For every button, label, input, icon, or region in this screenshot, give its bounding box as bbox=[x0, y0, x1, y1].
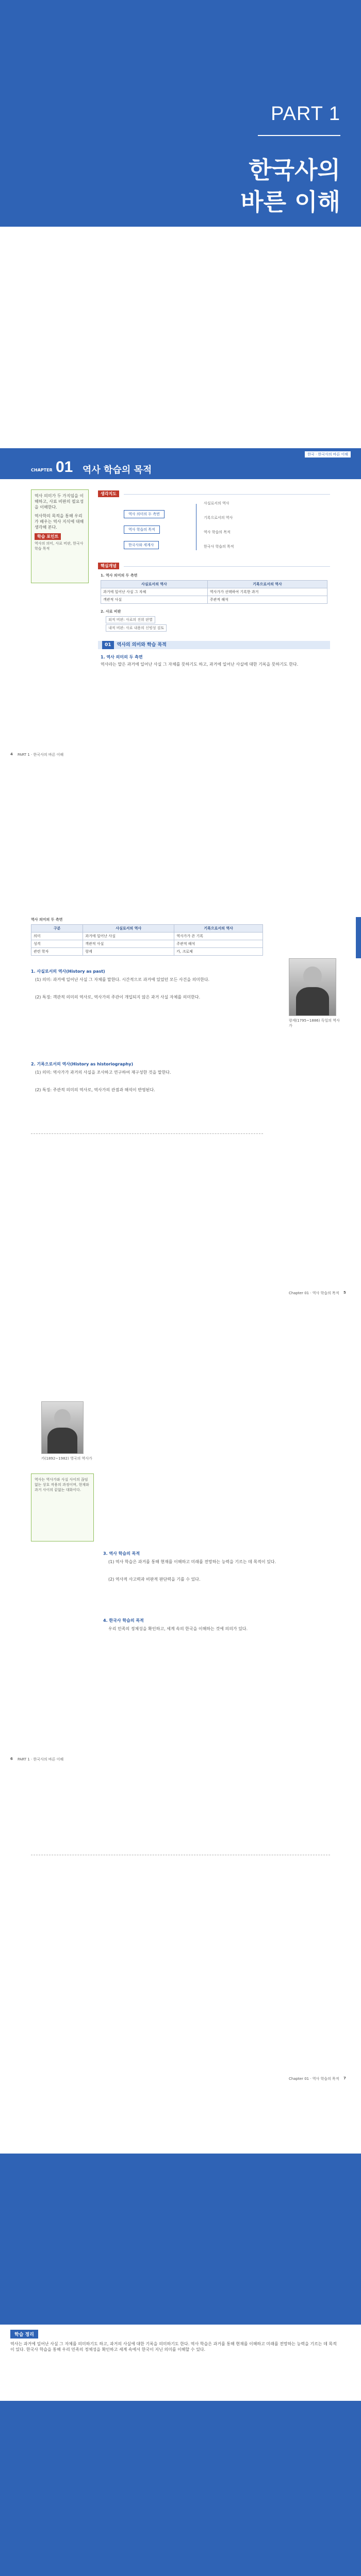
p5-p4: (2) 특징: 주관적 의미의 역사로, 역사가의 관점과 해석이 반영된다. bbox=[35, 1088, 155, 1092]
mindmap-right-4: 한국사 학습의 목적 bbox=[204, 545, 234, 549]
p6-quote: 역사는 역사가와 사실 사이의 끊임없는 상호 작용의 과정이며, 현재와 과거 사이의 끝없는 대화이다. bbox=[35, 1478, 89, 1492]
mindmap-center-3: 한국사와 세계사 bbox=[124, 541, 159, 549]
p6-p2: (1) 역사 학습은 과거를 통해 현재를 이해하고 미래를 전망하는 능력을 기르는 데 목적이 있다. bbox=[108, 1560, 276, 1564]
kc-cell: 과거에 일어난 사실 그 자체 bbox=[101, 588, 208, 596]
part1-label: PART 1 bbox=[271, 103, 340, 125]
page6-number: 6 bbox=[10, 1757, 13, 1761]
p5-td: 의미 bbox=[31, 933, 83, 940]
portrait-ranke bbox=[289, 958, 336, 1016]
chapter-header-badge: 한국 · 한국사의 바른 이해 bbox=[305, 451, 351, 457]
transition-band-top bbox=[0, 2154, 361, 2324]
kc-cell: 객관적 사실 bbox=[101, 596, 208, 604]
guide-item-1: 역사 의미가 두 가지임을 이해하고, 사료 비판의 필요성을 이해한다. bbox=[35, 494, 84, 510]
p6-sidebox bbox=[31, 1473, 94, 1541]
key-concepts-tag: 핵심개념 bbox=[98, 563, 119, 569]
p5-th: 사실로서의 역사 bbox=[83, 925, 174, 933]
summary-panel bbox=[0, 2324, 361, 2402]
part1-cover bbox=[0, 0, 361, 227]
p5-td: 과거에 일어난 사실 bbox=[83, 933, 174, 940]
chapter-number: 01 bbox=[56, 459, 73, 476]
p6-p4: 우리 민족의 정체성을 확인하고, 세계 속의 한국을 이해하는 것에 의의가 있다. bbox=[108, 1626, 248, 1631]
guide-red-title: 학습 포인트 bbox=[35, 533, 61, 540]
page4-footer: PART 1 · 한국사의 바른 이해 bbox=[18, 753, 64, 757]
chapter-tag: CHAPTER bbox=[31, 468, 53, 472]
p5-td: 주관적 해석 bbox=[174, 940, 263, 948]
p5-p2: (2) 특징: 객관적 의미의 역사로, 역사가의 주관이 개입되지 않은 과거 사실 자체를 의미한다. bbox=[35, 995, 201, 999]
p5-td: 성격 bbox=[31, 940, 83, 948]
kc-cell: 역사가가 선택하여 기록한 과거 bbox=[207, 588, 327, 596]
page4-number: 4 bbox=[10, 752, 13, 756]
page7-number: 7 bbox=[343, 2076, 346, 2080]
key-concepts-row2-label: 2. 사료 비판 bbox=[101, 609, 121, 614]
p5-td: 랑케 bbox=[83, 948, 174, 956]
guide-box bbox=[31, 489, 89, 583]
key-concepts-row1-label: 1. 역사 의미의 두 측면 bbox=[101, 573, 138, 578]
key-concepts-row2-item-1: 외적 비판: 사료의 진위 판별 bbox=[106, 616, 155, 623]
kc-header-2: 기록으로서의 역사 bbox=[207, 581, 327, 588]
page5-footer: Chapter 01 · 역사 학습의 목적 bbox=[289, 1291, 339, 1295]
p5-th: 구분 bbox=[31, 925, 83, 933]
part1-cover-bottom bbox=[0, 227, 361, 381]
part1-divider bbox=[258, 135, 340, 136]
mindmap-tag: 생각지도 bbox=[98, 490, 119, 497]
section1-title: 역사의 의미와 학습 목적 bbox=[117, 642, 167, 648]
section1-head bbox=[98, 641, 330, 649]
part1-title-line2: 바른 이해 bbox=[240, 188, 340, 216]
chapter-title: 역사 학습의 목적 bbox=[83, 465, 152, 476]
portrait-carr bbox=[41, 1401, 84, 1454]
kc-header-1: 사실로서의 역사 bbox=[101, 581, 208, 588]
p5-table bbox=[31, 924, 263, 956]
mindmap-right-1: 사실로서의 역사 bbox=[204, 501, 229, 505]
section1-num: 01 bbox=[102, 641, 114, 649]
page7-footer: Chapter 01 · 역사 학습의 목적 bbox=[289, 2077, 339, 2081]
mindmap-rule bbox=[124, 494, 330, 495]
p5-td: 역사가가 쓴 기록 bbox=[174, 933, 263, 940]
guide-red-text: 역사의 의미, 사료 비판, 한국사 학습 목적 bbox=[35, 541, 84, 551]
p5-th: 기록으로서의 역사 bbox=[174, 925, 263, 933]
p5-p1: (1) 의미: 과거에 일어난 사실 그 자체를 말한다. 시간적으로 과거에 있었던 모든 사건을 의미한다. bbox=[35, 977, 210, 982]
part1-title-line1: 한국사의 bbox=[249, 156, 340, 184]
p5-side-mark bbox=[356, 917, 361, 958]
p5-td: 관련 학자 bbox=[31, 948, 83, 956]
p5-td: 객관적 사실 bbox=[83, 940, 174, 948]
portrait-ranke-caption: 랑케(1795~1886) 독일의 역사가 bbox=[289, 1019, 340, 1028]
page-4 bbox=[0, 443, 361, 824]
mindmap-right-3: 역사 학습의 목적 bbox=[204, 530, 231, 534]
mindmap-center-2: 역사 학습의 목적 bbox=[124, 526, 160, 534]
key-concepts-row2-item-2: 내적 비판: 사료 내용의 신빙성 검토 bbox=[106, 624, 167, 632]
mindmap-center-1: 역사 의미의 두 측면 bbox=[124, 510, 165, 518]
summary-title: 학습 정리 bbox=[10, 2330, 38, 2338]
transition-band-bottom bbox=[0, 2401, 361, 2576]
guide-item-2: 역사학의 목적을 통해 우리가 배우는 역사 지식에 대해 생각해 본다. bbox=[35, 514, 84, 530]
kc-cell: 주관적 해석 bbox=[207, 596, 327, 604]
p6-p3: (2) 역사적 사고력과 비판적 판단력을 기를 수 있다. bbox=[108, 1577, 201, 1582]
p6-h1: 3. 역사 학습의 목적 bbox=[103, 1551, 140, 1556]
mindmap-right-2: 기록으로서의 역사 bbox=[204, 516, 233, 520]
p5-h1: 1. 사실로서의 역사(History as past) bbox=[31, 969, 105, 974]
section1-para1: 역사라는 말은 과거에 일어난 사실 그 자체를 뜻하기도 하고, 과거에 일어난 사실에 대한 기록을 뜻하기도 한다. bbox=[101, 662, 299, 667]
page6-footer: PART 1 · 한국사의 바른 이해 bbox=[18, 1757, 64, 1761]
p5-divider bbox=[31, 1133, 263, 1134]
section1-sub1: 1. 역사 의미의 두 측면 bbox=[101, 655, 143, 659]
summary-text: 역사는 과거에 일어난 사실 그 자체를 의미하기도 하고, 과거의 사실에 대한 기록을 의미하기도 한다. 역사 학습은 과거를 통해 현재를 이해하고 미래를 전망하는 능력을 기르는 데 목적이 있다. 한국사 학습을 통해 우리 민족의 정체성을 확인하고 세계 속에서 한국이 지닌 의미를 이해할 수 있다. bbox=[10, 2342, 337, 2352]
p5-table-caption: 역사 의미의 두 측면 bbox=[31, 918, 63, 922]
p6-h2: 4. 한국사 학습의 목적 bbox=[103, 1618, 144, 1623]
p5-h2: 2. 기록으로서의 역사(History as historiography) bbox=[31, 1062, 134, 1066]
page-6 bbox=[0, 1386, 361, 1777]
portrait-carr-caption: 카(1892~1982) 영국의 역사가 bbox=[41, 1456, 92, 1461]
p5-td: 카, 크로체 bbox=[174, 948, 263, 956]
page5-number: 5 bbox=[343, 1291, 346, 1295]
page-7 bbox=[0, 1834, 361, 2092]
page-5 bbox=[0, 907, 361, 1309]
key-concepts-rule bbox=[124, 566, 330, 567]
key-concepts-table bbox=[101, 580, 327, 604]
p5-p3: (1) 의미: 역사가가 과거의 사실을 조사하고 연구하여 재구성한 것을 말한다. bbox=[35, 1070, 171, 1075]
